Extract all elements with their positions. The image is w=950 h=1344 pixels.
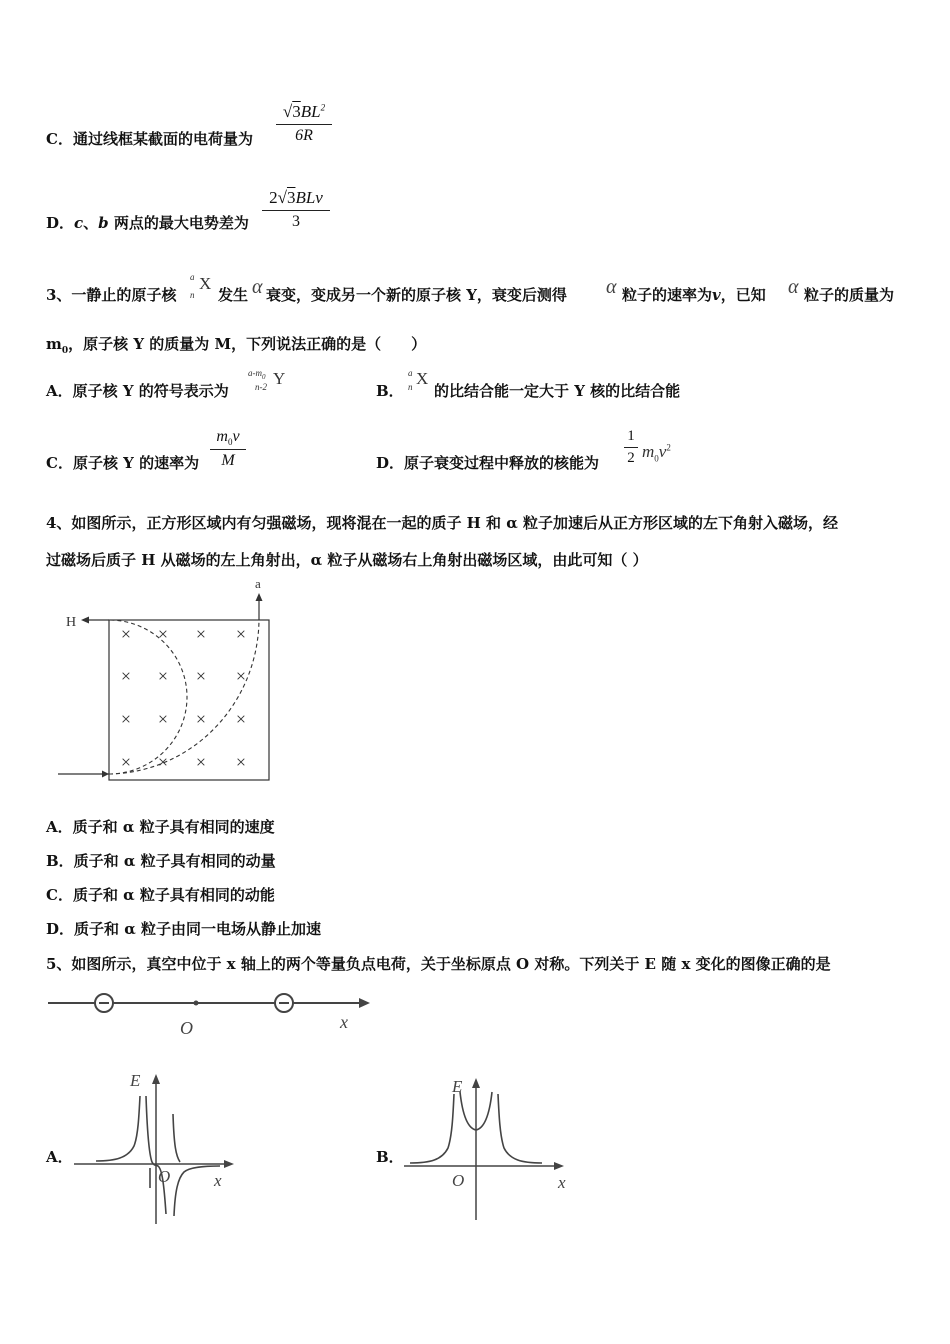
q4-cross: × xyxy=(120,624,132,644)
q5-x-label: x xyxy=(340,1012,348,1032)
q5-a-x-label: x xyxy=(214,1171,222,1190)
q3-nucleus-x: X xyxy=(199,274,212,293)
q4-cross: × xyxy=(120,752,132,772)
q3-option-a-sub: n-2 xyxy=(255,382,267,392)
q4-cross: × xyxy=(195,624,207,644)
q3-option-b-sup: a xyxy=(408,368,413,378)
q3-option-b-text: 的比结合能一定大于 Y 核的比结合能 xyxy=(434,382,681,400)
q4-label-a: a xyxy=(255,576,261,591)
q3-option-c-label: C．原子核 Y 的速率为 xyxy=(46,454,200,472)
q3-option-a-label: A．原子核 Y 的符号表示为 xyxy=(46,382,229,400)
q5-b-curve-left xyxy=(410,1094,454,1163)
q3-stem-part4: 粒子的速率为v，已知 xyxy=(622,286,766,304)
q3-nucleus-mass-number: a xyxy=(190,272,195,282)
q3-alpha-symbol-2: α xyxy=(606,276,617,298)
q5-x-axis-arrow-icon xyxy=(359,998,370,1008)
q4-option-b: B．质子和 α 粒子具有相同的动量 xyxy=(46,852,276,870)
q4-incoming-arrow-icon xyxy=(102,771,109,778)
q5-a-curves xyxy=(96,1096,220,1216)
q4-field-crosses xyxy=(121,624,246,772)
q3-option-d-fraction: 1 2 xyxy=(624,428,638,467)
q2-d-den: 3 xyxy=(292,213,300,230)
q2-d-root: 3 xyxy=(286,188,296,207)
q4-cross: × xyxy=(157,666,169,686)
q4-cross: × xyxy=(235,752,247,772)
q4-cross: × xyxy=(195,709,207,729)
q3-stem-part6: 粒子的质量为 xyxy=(804,286,895,304)
q3-option-c-fraction: $m_0v$ M xyxy=(210,428,246,470)
q5-charge-axis-figure xyxy=(46,988,376,1040)
q3-stem-part2: 发生 xyxy=(218,286,249,304)
q3-stem-line2: $m_0$，原子核 Y 的质量为 M，下列说法正确的是（ ） xyxy=(46,335,427,356)
q4-option-a: A．质子和 α 粒子具有相同的速度 xyxy=(46,818,275,836)
q5-b-e-label: E xyxy=(452,1077,463,1096)
q5-option-a-graph xyxy=(70,1066,240,1228)
q4-cross: × xyxy=(157,752,169,772)
q5-a-e-axis-arrow-icon xyxy=(152,1074,160,1084)
q5-negative-charge-right-icon xyxy=(275,994,293,1012)
q4-cross: × xyxy=(157,709,169,729)
q4-cross: × xyxy=(157,624,169,644)
q2-c-num: BL xyxy=(300,102,321,121)
q5-option-b-graph xyxy=(400,1070,580,1225)
q3-nucleus-charge-number: n xyxy=(190,290,195,300)
q2-option-c-fraction: $√3BL^2$ 6R xyxy=(276,102,332,145)
q3-option-b-sub: n xyxy=(408,382,413,392)
q5-a-origin-label: O xyxy=(158,1167,171,1186)
q3-option-d-label: D．原子衰变过程中释放的核能为 xyxy=(376,454,600,472)
q2-c-den: 6R xyxy=(295,127,313,144)
q4-cross: × xyxy=(195,666,207,686)
q2-c-root: 3 xyxy=(292,102,301,121)
q3-option-a-sup: $a-m_0$ xyxy=(248,368,266,381)
q5-a-curve-left xyxy=(96,1096,140,1161)
q5-option-b-label: B． xyxy=(376,1148,404,1166)
q5-stem: 5、如图所示，真空中位于 x 轴上的两个等量负点电荷，关于坐标原点 O 对称。下列关于 E 随 x 变化的图像正确的是 xyxy=(46,955,831,973)
q3-stem-part1: 3、一静止的原子核 xyxy=(46,286,177,304)
q4-cross: × xyxy=(195,752,207,772)
q5-a-x-axis-arrow-icon xyxy=(224,1160,234,1168)
q2-option-d-label: D．c、b 两点的最大电势差为 xyxy=(46,214,249,232)
q5-b-origin-label: O xyxy=(452,1171,465,1190)
q4-cross: × xyxy=(235,666,247,686)
q5-negative-charge-left-icon xyxy=(95,994,113,1012)
q4-option-c: C．质子和 α 粒子具有相同的动能 xyxy=(46,886,275,904)
q2-option-c-label: C．通过线框某截面的电荷量为 xyxy=(46,130,253,148)
q5-origin-label: O xyxy=(180,1018,193,1038)
q3-option-d-energy: $m_0v^2$ xyxy=(642,442,671,464)
q4-stem-line1: 4、如图所示，正方形区域内有匀强磁场，现将混在一起的质子 H 和 α 粒子加速后从正方形区域的左下角射入磁场，经 xyxy=(46,514,839,532)
q5-a-e-label: E xyxy=(130,1071,141,1090)
q4-option-d: D．质子和 α 粒子由同一电场从静止加速 xyxy=(46,920,321,938)
q4-cross: × xyxy=(235,624,247,644)
q5-b-curve-right xyxy=(498,1094,542,1163)
q5-b-e-axis-arrow-icon xyxy=(472,1078,480,1088)
q2-d-coef: 2 xyxy=(269,188,278,207)
q5-b-x-label: x xyxy=(558,1173,566,1192)
q3-option-b-prefix: B． xyxy=(376,382,404,400)
q3-alpha-symbol-3: α xyxy=(788,276,799,298)
q3-option-b-x: X xyxy=(416,369,429,388)
q3-stem-part3: 衰变，变成另一个新的原子核 Y，衰变后测得 xyxy=(266,286,567,304)
q5-b-x-axis-arrow-icon xyxy=(554,1162,564,1170)
q5-a-curve-mid-upper xyxy=(173,1114,180,1162)
q4-label-h: H xyxy=(66,615,77,630)
q2-c-exp: 2 xyxy=(320,102,326,113)
q2-option-d-fraction: 2√3BLv 3 xyxy=(262,188,330,231)
q4-stem-line2: 过磁场后质子 H 从磁场的左上角射出，α 粒子从磁场右上角射出磁场区域，由此可知（ ） xyxy=(46,551,648,569)
q4-cross: × xyxy=(120,666,132,686)
q3-option-a-y: Y xyxy=(273,369,286,388)
q5-origin-dot xyxy=(194,1001,199,1006)
q4-alpha-exit-arrow-icon xyxy=(256,593,263,601)
q4-cross: × xyxy=(235,709,247,729)
q4-proton-exit-arrow-icon xyxy=(81,617,89,624)
q2-d-num: BLv xyxy=(295,188,323,207)
q4-cross: × xyxy=(120,709,132,729)
q3-alpha-symbol-1: α xyxy=(252,276,263,298)
q5-option-a-label: A． xyxy=(46,1148,73,1166)
q4-magnetic-field-figure xyxy=(50,575,290,790)
